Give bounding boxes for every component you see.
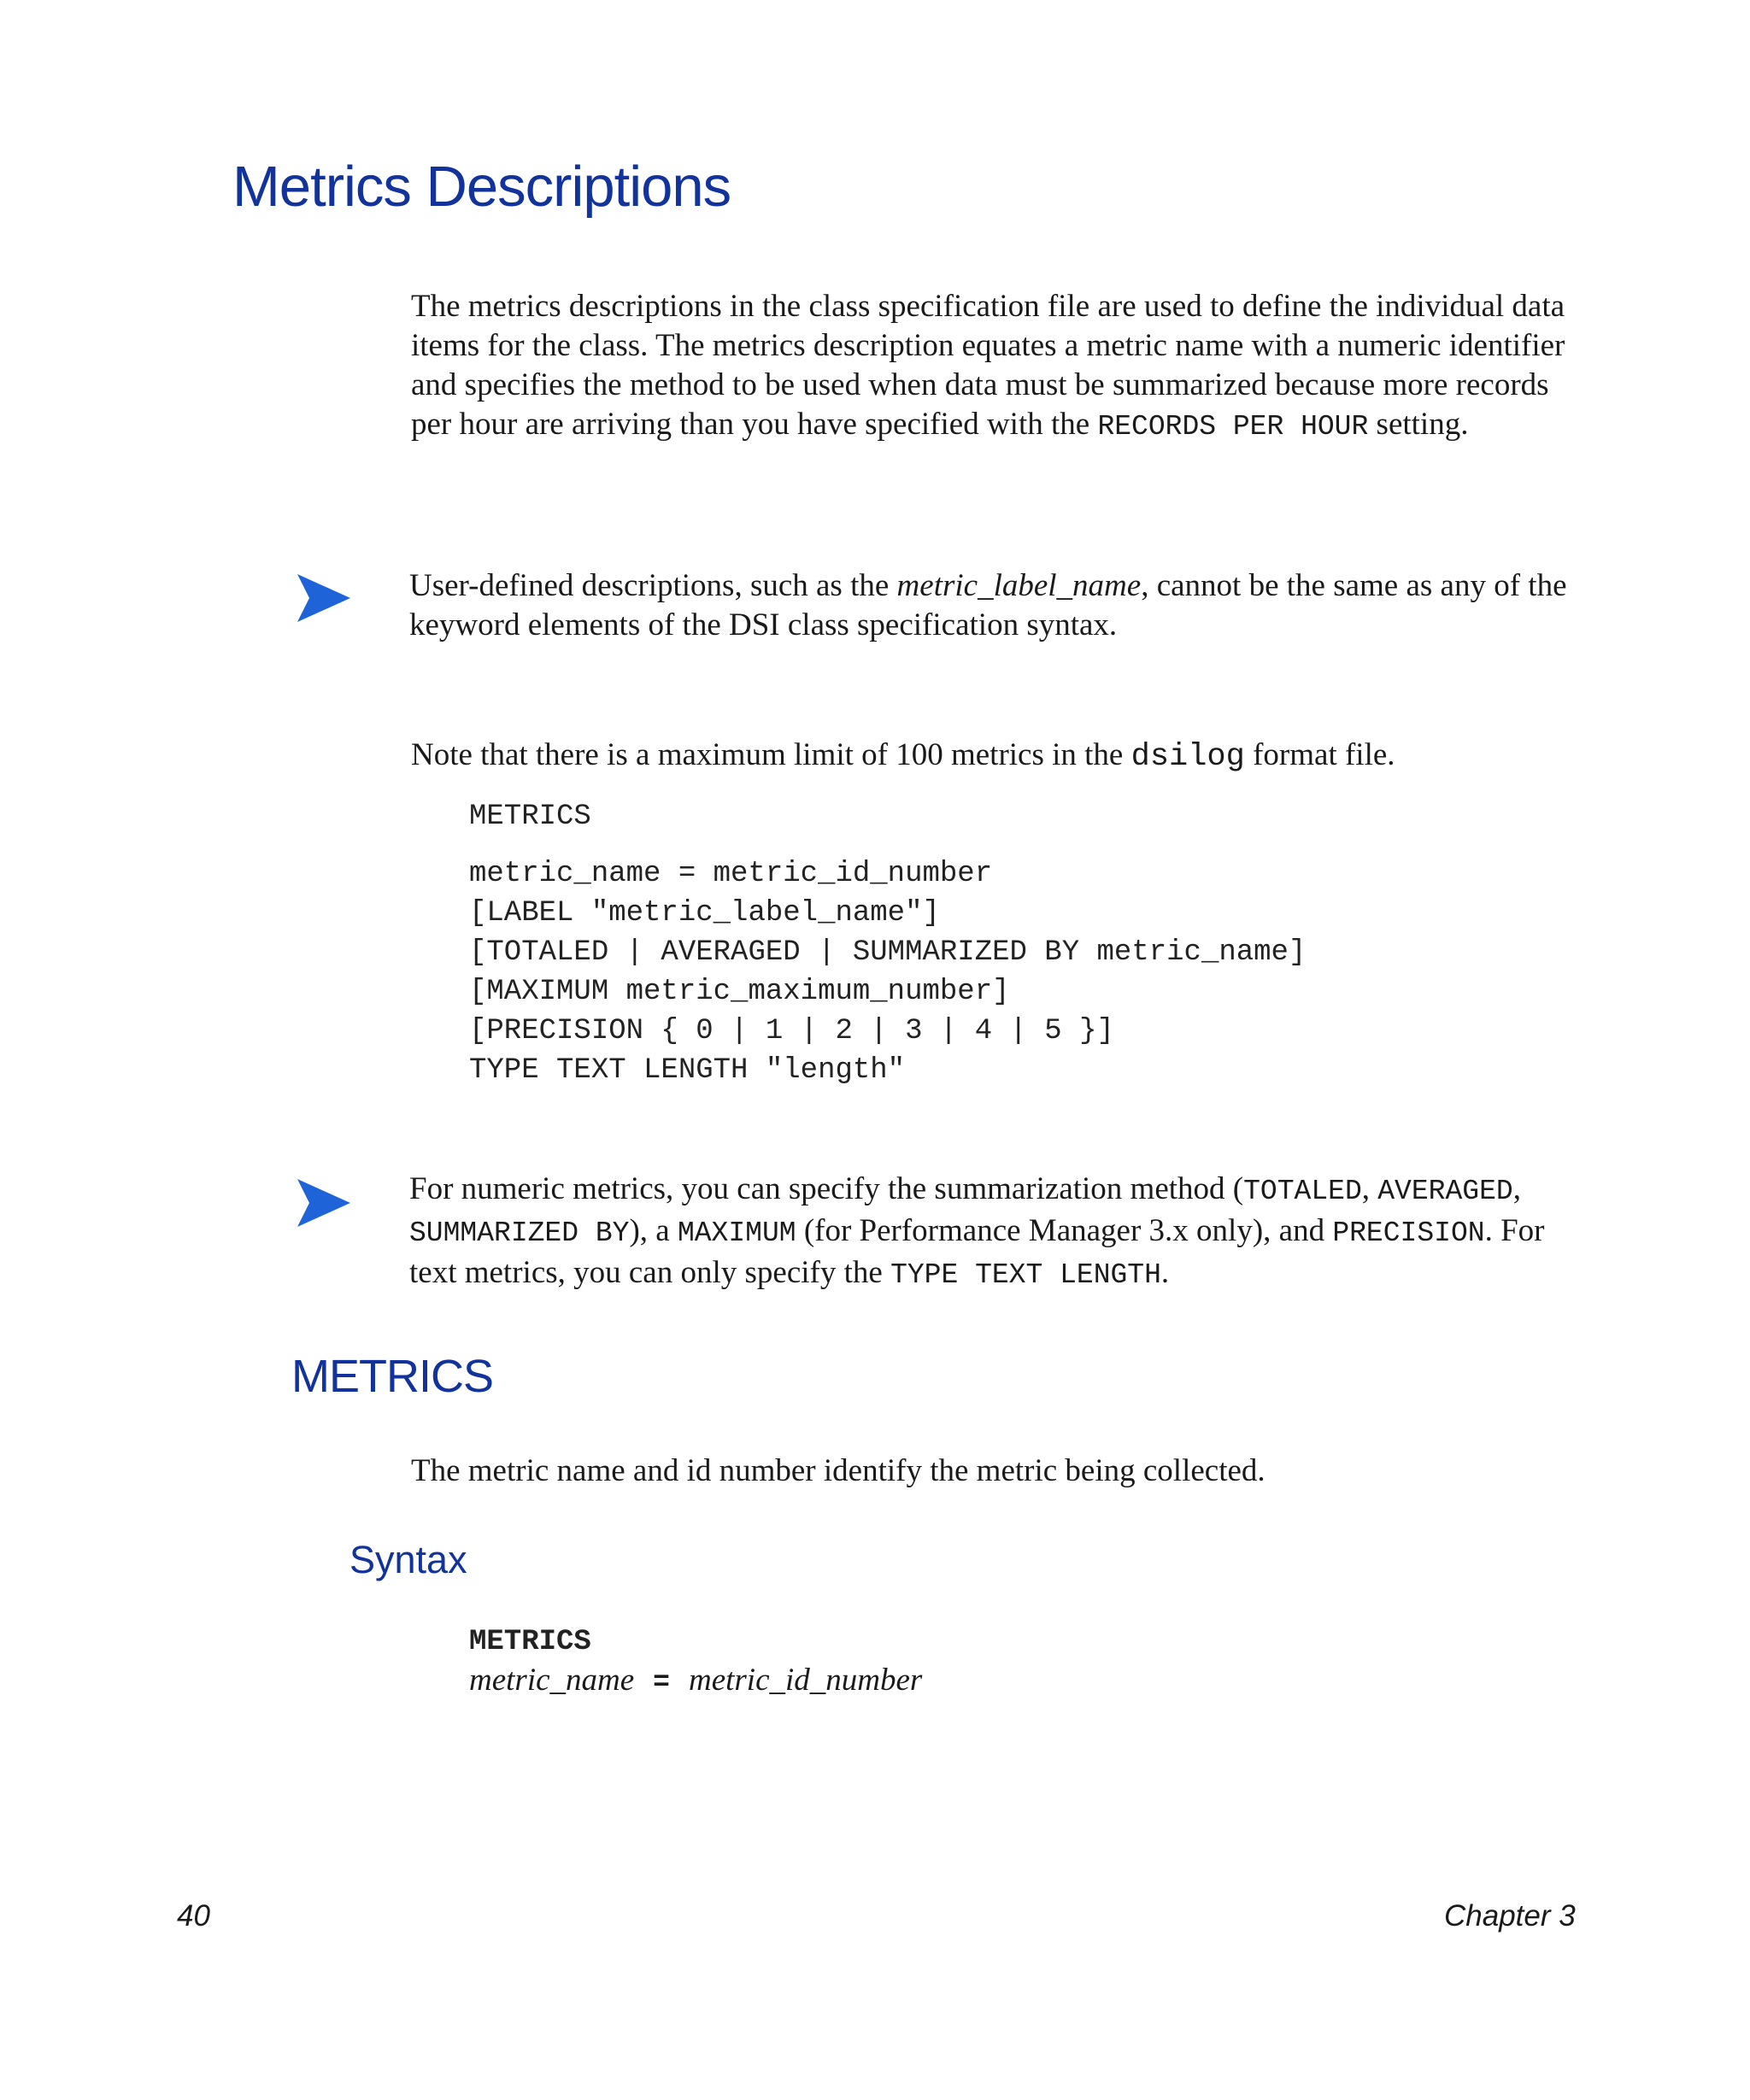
- code-line: metric_name = metric_id_number: [469, 858, 993, 890]
- note2-code: SUMMARIZED BY: [409, 1217, 630, 1249]
- page-title: Metrics Descriptions: [232, 155, 731, 219]
- note-arrow-icon: [296, 572, 352, 628]
- syntax-metric-name: metric_name: [469, 1663, 635, 1698]
- note2-code: PRECISION: [1332, 1217, 1485, 1249]
- note1-italic: metric_label_name: [896, 568, 1142, 603]
- syntax-heading: Syntax: [349, 1538, 467, 1581]
- code-line: [LABEL "metric_label_name"]: [469, 897, 940, 930]
- note2-text: ,: [1512, 1171, 1521, 1206]
- note2-text: .: [1160, 1255, 1170, 1290]
- syntax-line: [469, 1661, 922, 1703]
- code-block: [469, 854, 1306, 1090]
- note1-text-2: , cannot be the same as any of the keyword elements of the DSI class specification syntax.: [409, 568, 1567, 642]
- note1-text-1: User-defined descriptions, such as the: [409, 568, 897, 603]
- note2-code: MAXIMUM: [677, 1217, 796, 1249]
- note2-code: TYPE TEXT LENGTH: [890, 1259, 1161, 1291]
- note2-text: ,: [1361, 1171, 1378, 1206]
- intro-paragraph: [411, 287, 1582, 447]
- note-numeric-metrics: [409, 1170, 1597, 1295]
- limit-code: dsilog: [1130, 739, 1245, 775]
- syntax-keyword: METRICS: [469, 1626, 591, 1658]
- code-line: [TOTALED | AVERAGED | SUMMARIZED BY metric_name]: [469, 936, 1307, 969]
- note2-code: TOTALED: [1243, 1176, 1362, 1207]
- note2-text: ), a: [629, 1213, 678, 1248]
- intro-text-1: The metrics descriptions in the class specification file are used to define the individual data items for the class. The metrics description equates a metric name with a numeric identifier and specifies the method to be used when data must be summarized because more records per hour are arriving than you have specified with the: [411, 289, 1565, 442]
- code-line: [MAXIMUM metric_maximum_number]: [469, 976, 1010, 1008]
- intro-code: RECORDS PER HOUR: [1097, 411, 1369, 443]
- page-number: 40: [177, 1899, 210, 1933]
- note2-text: . For text metrics, you can only specify the: [409, 1213, 1545, 1290]
- code-line: [PRECISION { 0 | 1 | 2 | 3 | 4 | 5 }]: [469, 1015, 1114, 1047]
- limit-note: [411, 736, 1607, 777]
- syntax-metric-id: metric_id_number: [688, 1663, 923, 1698]
- section-heading: METRICS: [291, 1351, 493, 1402]
- limit-text-2: format file.: [1244, 737, 1395, 772]
- intro-text-2: setting.: [1368, 407, 1469, 442]
- code-line: TYPE TEXT LENGTH "length": [469, 1054, 906, 1087]
- note2-text: For numeric metrics, you can specify the summarization method (: [409, 1171, 1244, 1206]
- note2-code: AVERAGED: [1377, 1176, 1513, 1207]
- section-paragraph: The metric name and id number identify the metric being collected.: [411, 1453, 1266, 1488]
- syntax-equals: =: [653, 1667, 670, 1698]
- note2-text: (for Performance Manager 3.x only), and: [796, 1213, 1333, 1248]
- code-heading: METRICS: [469, 801, 591, 833]
- limit-text-1: Note that there is a maximum limit of 100 metrics in the: [411, 737, 1131, 772]
- chapter-label: Chapter 3: [1444, 1899, 1576, 1933]
- note-user-defined: [409, 566, 1580, 645]
- note-arrow-icon: [296, 1177, 352, 1233]
